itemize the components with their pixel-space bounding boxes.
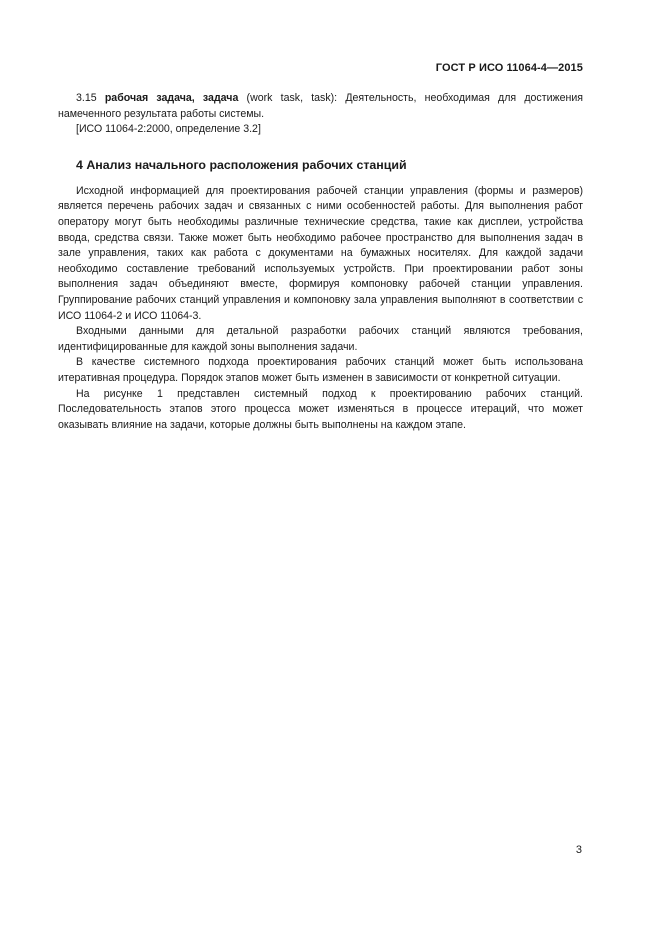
body-paragraph: В качестве системного подхода проектирования рабочих станций может быть использована итеративная процедура. Порядок этапов может быть изменен в зависимости от конкретной ситуации. xyxy=(58,356,583,384)
page-content xyxy=(58,91,583,433)
body-paragraph: На рисунке 1 представлен системный подход к проектированию рабочих станций. Последовательность этапов этого процесса может изменяться в процессе итераций, что может оказывать влияние на задачи, которые должны быть выполнены на каждом этапе. xyxy=(58,387,583,431)
body-paragraph: Входными данными для детальной разработки рабочих станций являются требования, идентифицированные для каждой зоны выполнения задачи. xyxy=(58,325,583,353)
definition-term: рабочая задача, задача xyxy=(104,92,239,104)
definition-source: [ИСО 11064-2:2000, определение 3.2] xyxy=(76,123,261,136)
definition-text: (work task, task): Деятельность, необходимая для достижения намеченного результата работы системы. xyxy=(58,92,583,120)
body-paragraph: Исходной информацией для проектирования рабочей станции управления (формы и размеров) является перечень рабочих задач и связанных с ними особенностей работы. Для выполнения работ оператору могут быть необходимы различные технические средства, такие как дисплеи, устройства ввода, средства связи. Также может быть необходимо рабочее пространство для выполнения задач в зале управления, таких как работа с документами на бумажных носителях. Для каждой задачи необходимо составление требований используемых устройств. При проектировании работ зоны выполнения задач объединяют вместе, формируя компоновку рабочей станции управления. Группирование рабочих станций управления и компоновку зала управления выполняют в соответствии с ИСО 11064-2 и ИСО 11064-3. xyxy=(58,184,583,322)
document-code: ГОСТ Р ИСО 11064-4—2015 xyxy=(435,62,583,74)
page-number: 3 xyxy=(575,844,582,856)
section-heading: 4 Анализ начального расположения рабочих станций xyxy=(76,157,407,172)
definition-paragraph xyxy=(58,91,583,122)
definition-number: 3.15 xyxy=(76,92,97,104)
